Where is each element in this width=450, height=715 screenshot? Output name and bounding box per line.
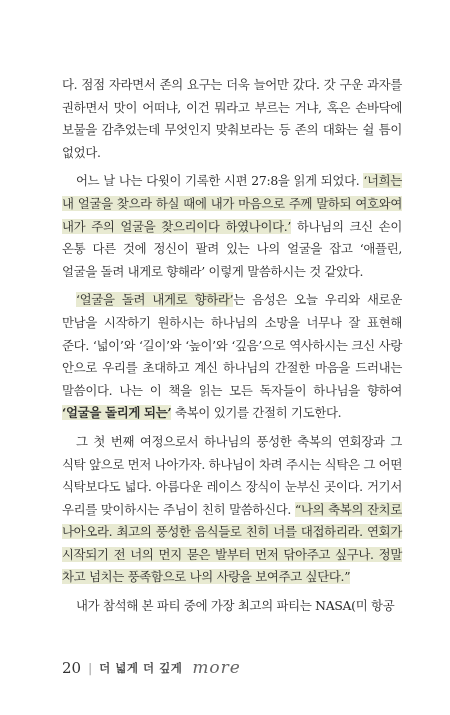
text-run: 축복이 있기를 간절히 기도한다. <box>171 405 342 421</box>
footer-separator: | <box>88 661 93 675</box>
text-run: 어느 날 나는 다윗이 기록한 시편 27:8을 읽게 되었다. <box>76 173 364 189</box>
book-title: 더 넓게 더 깊게 <box>99 661 183 675</box>
paragraph <box>62 431 402 589</box>
text-run: 는 음성은 오늘 우리와 새로운 만남을 시작하기 원하시는 하나님의 소망을 너무나 잘 표현해 준다. ‘넓이’와 ‘길이’와 ‘높이’와 ‘깊음’으로 역사하시는 크신 사랑 안으로 우리를 초대하고 계신 하나님의 간절한 마음을 드러내는 말씀이다. 나는 이 책을 읽는 모든 독자들이 하나님을 향하여 <box>62 292 403 398</box>
paragraph <box>62 170 402 283</box>
text-run: 하나님의 크신 손이 온통 다른 것에 정신이 팔려 있는 나의 얼굴을 잡고 ‘애플린, 얼굴을 돌려 내게로 향해라’ 이렇게 말씀하시는 것 같았다. <box>62 218 402 279</box>
page-footer <box>62 657 241 679</box>
paragraph <box>62 595 402 618</box>
paragraph <box>62 289 402 425</box>
text-run: 그 첫 번째 여정으로서 하나님의 풍성한 축복의 연회장과 그 식탁 앞으로 먼저 나아가자. 하나님이 차려 주시는 식탁은 그 어떤 식탁보다도 넓다. 아름다운 레이스 장식이 눈부신 곳이다. 거기서 우리를 맞이하시는 주님이 친히 말씀하신다. <box>62 433 402 517</box>
paragraph <box>62 74 402 164</box>
text-run: 다. 점점 자라면서 존의 요구는 더욱 늘어만 갔다. 갓 구운 과자를 권하면서 맛이 어떠냐, 이건 뭐라고 부르는 거냐, 혹은 손바닥에 보물을 감추었는데 무엇인지 맞춰보라는 등 존의 대화는 쉴 틈이 없었다. <box>62 77 402 160</box>
page-number: 20 <box>62 659 82 677</box>
body-text <box>62 74 402 618</box>
highlighted-text: ‘너희는 내 얼굴을 찾으라 하실 때에 내가 마음으로 주께 말하되 여호와여 내가 주의 얼굴을 찾으리이다 하였나이다.’ <box>62 173 402 234</box>
text-run: 내가 참석해 본 파티 중에 가장 최고의 파티는 NASA(미 항공 <box>76 598 395 614</box>
series-logo: more <box>192 658 241 678</box>
highlighted-text: ‘얼굴을 돌려 내게로 향하라’ <box>76 292 234 308</box>
highlighted-text: “나의 축복의 잔치로 나아오라. 최고의 풍성한 음식들로 친히 너를 대접하리라. 연회가 시작되기 전 너의 먼지 묻은 발부터 먼저 닦아주고 싶구나. 정말 차고 넘치는 풍족함으로 나의 사랑을 보여주고 싶단다.” <box>62 501 402 585</box>
highlighted-text: ‘얼굴을 돌리게 되는’ <box>62 405 172 421</box>
